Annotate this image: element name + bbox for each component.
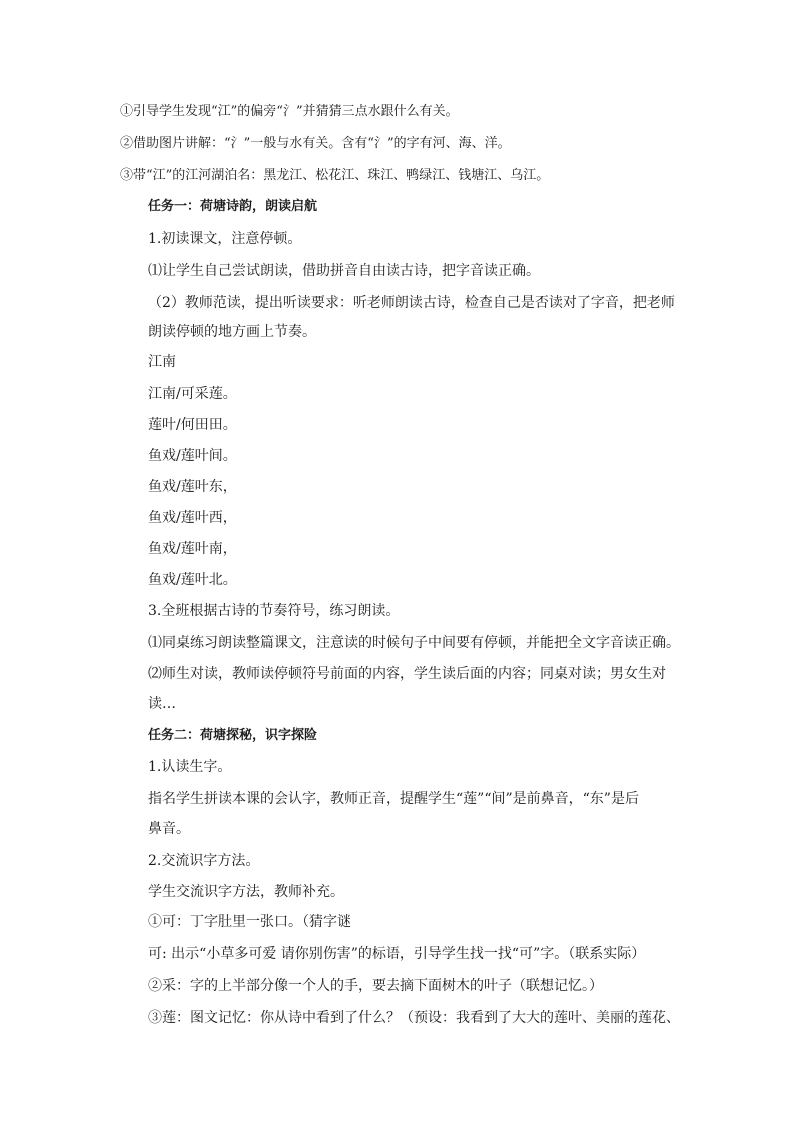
poem-line: 鱼戏/莲叶东， [148, 479, 237, 495]
task1-step3-b-line1: ⑵师生对读，教师读停顿符号前面的内容，学生读后面的内容；同桌对读；男女生对 [148, 666, 666, 682]
poem-line: 江南/可采莲。 [148, 386, 237, 402]
task2-step2: 2.交流识字方法。 [148, 853, 260, 869]
poem-line: 鱼戏/莲叶西， [148, 510, 237, 526]
task2-step2-text: 学生交流识字方法，教师补充。 [148, 884, 344, 900]
task2-step1-text-line2: 鼻音。 [148, 821, 190, 837]
task2-heading: 任务二：荷塘探秘，识字探险 [148, 728, 318, 743]
poem-line: 鱼戏/莲叶南， [148, 541, 237, 557]
task1-step1-a: ⑴让学生自己尝试朗读，借助拼音自由读古诗，把字音读正确。 [148, 263, 540, 279]
intro-paragraph-1: ①引导学生发现“江”的偏旁“氵”并猜猜三点水跟什么有关。 [120, 104, 459, 119]
method-1-b: 可: 出示“小草多可爱 请你别伤害”的标语，引导学生找一找“可”字。（联系实际） [148, 946, 646, 962]
task2-step1-text-line1: 指名学生拼读本课的会认字，教师正音，提醒学生“莲”“间”是前鼻音，“东”是后 [148, 791, 639, 807]
task1-step3: 3.全班根据古诗的节奏符号，练习朗读。 [148, 603, 400, 619]
intro-paragraph-2: ②借助图片讲解：“氵”一般与水有关。含有“氵”的字有河、海、洋。 [120, 136, 511, 151]
task1-step3-b-line2: 读… [148, 696, 176, 712]
task1-step1-b-line1: （2）教师范读，提出听读要求：听老师朗读古诗，检查自己是否读对了字音，把老师 [148, 295, 675, 311]
method-2: ②采：字的上半部分像一个人的手，要去摘下面树木的叶子（联想记忆。） [148, 978, 603, 994]
method-3: ③莲：图文记忆：你从诗中看到了什么？（预设：我看到了大大的莲叶、美丽的莲花、 [148, 1010, 680, 1026]
poem-line: 鱼戏/莲叶北。 [148, 572, 237, 588]
task1-step3-a: ⑴同桌练习朗读整篇课文，注意读的时候句子中间要有停顿，并能把全文字音读正确。 [148, 635, 680, 651]
intro-paragraph-3: ③带“江”的江河湖泊名：黑龙江、松花江、珠江、鸭绿江、钱塘江、乌江。 [120, 168, 550, 183]
task1-step1-b-line2: 朗读停顿的地方画上节奏。 [148, 324, 316, 340]
poem-line: 鱼戏/莲叶间。 [148, 448, 237, 464]
method-1: ①可：丁字肚里一张口。（猜字谜 [148, 914, 351, 930]
task1-step1: 1.初读课文，注意停顿。 [148, 231, 302, 247]
task1-heading: 任务一：荷塘诗韵，朗读启航 [148, 199, 318, 214]
poem-line: 莲叶/何田田。 [148, 417, 237, 433]
task2-step1: 1.认读生字。 [148, 759, 232, 775]
poem-title: 江南 [148, 354, 176, 370]
